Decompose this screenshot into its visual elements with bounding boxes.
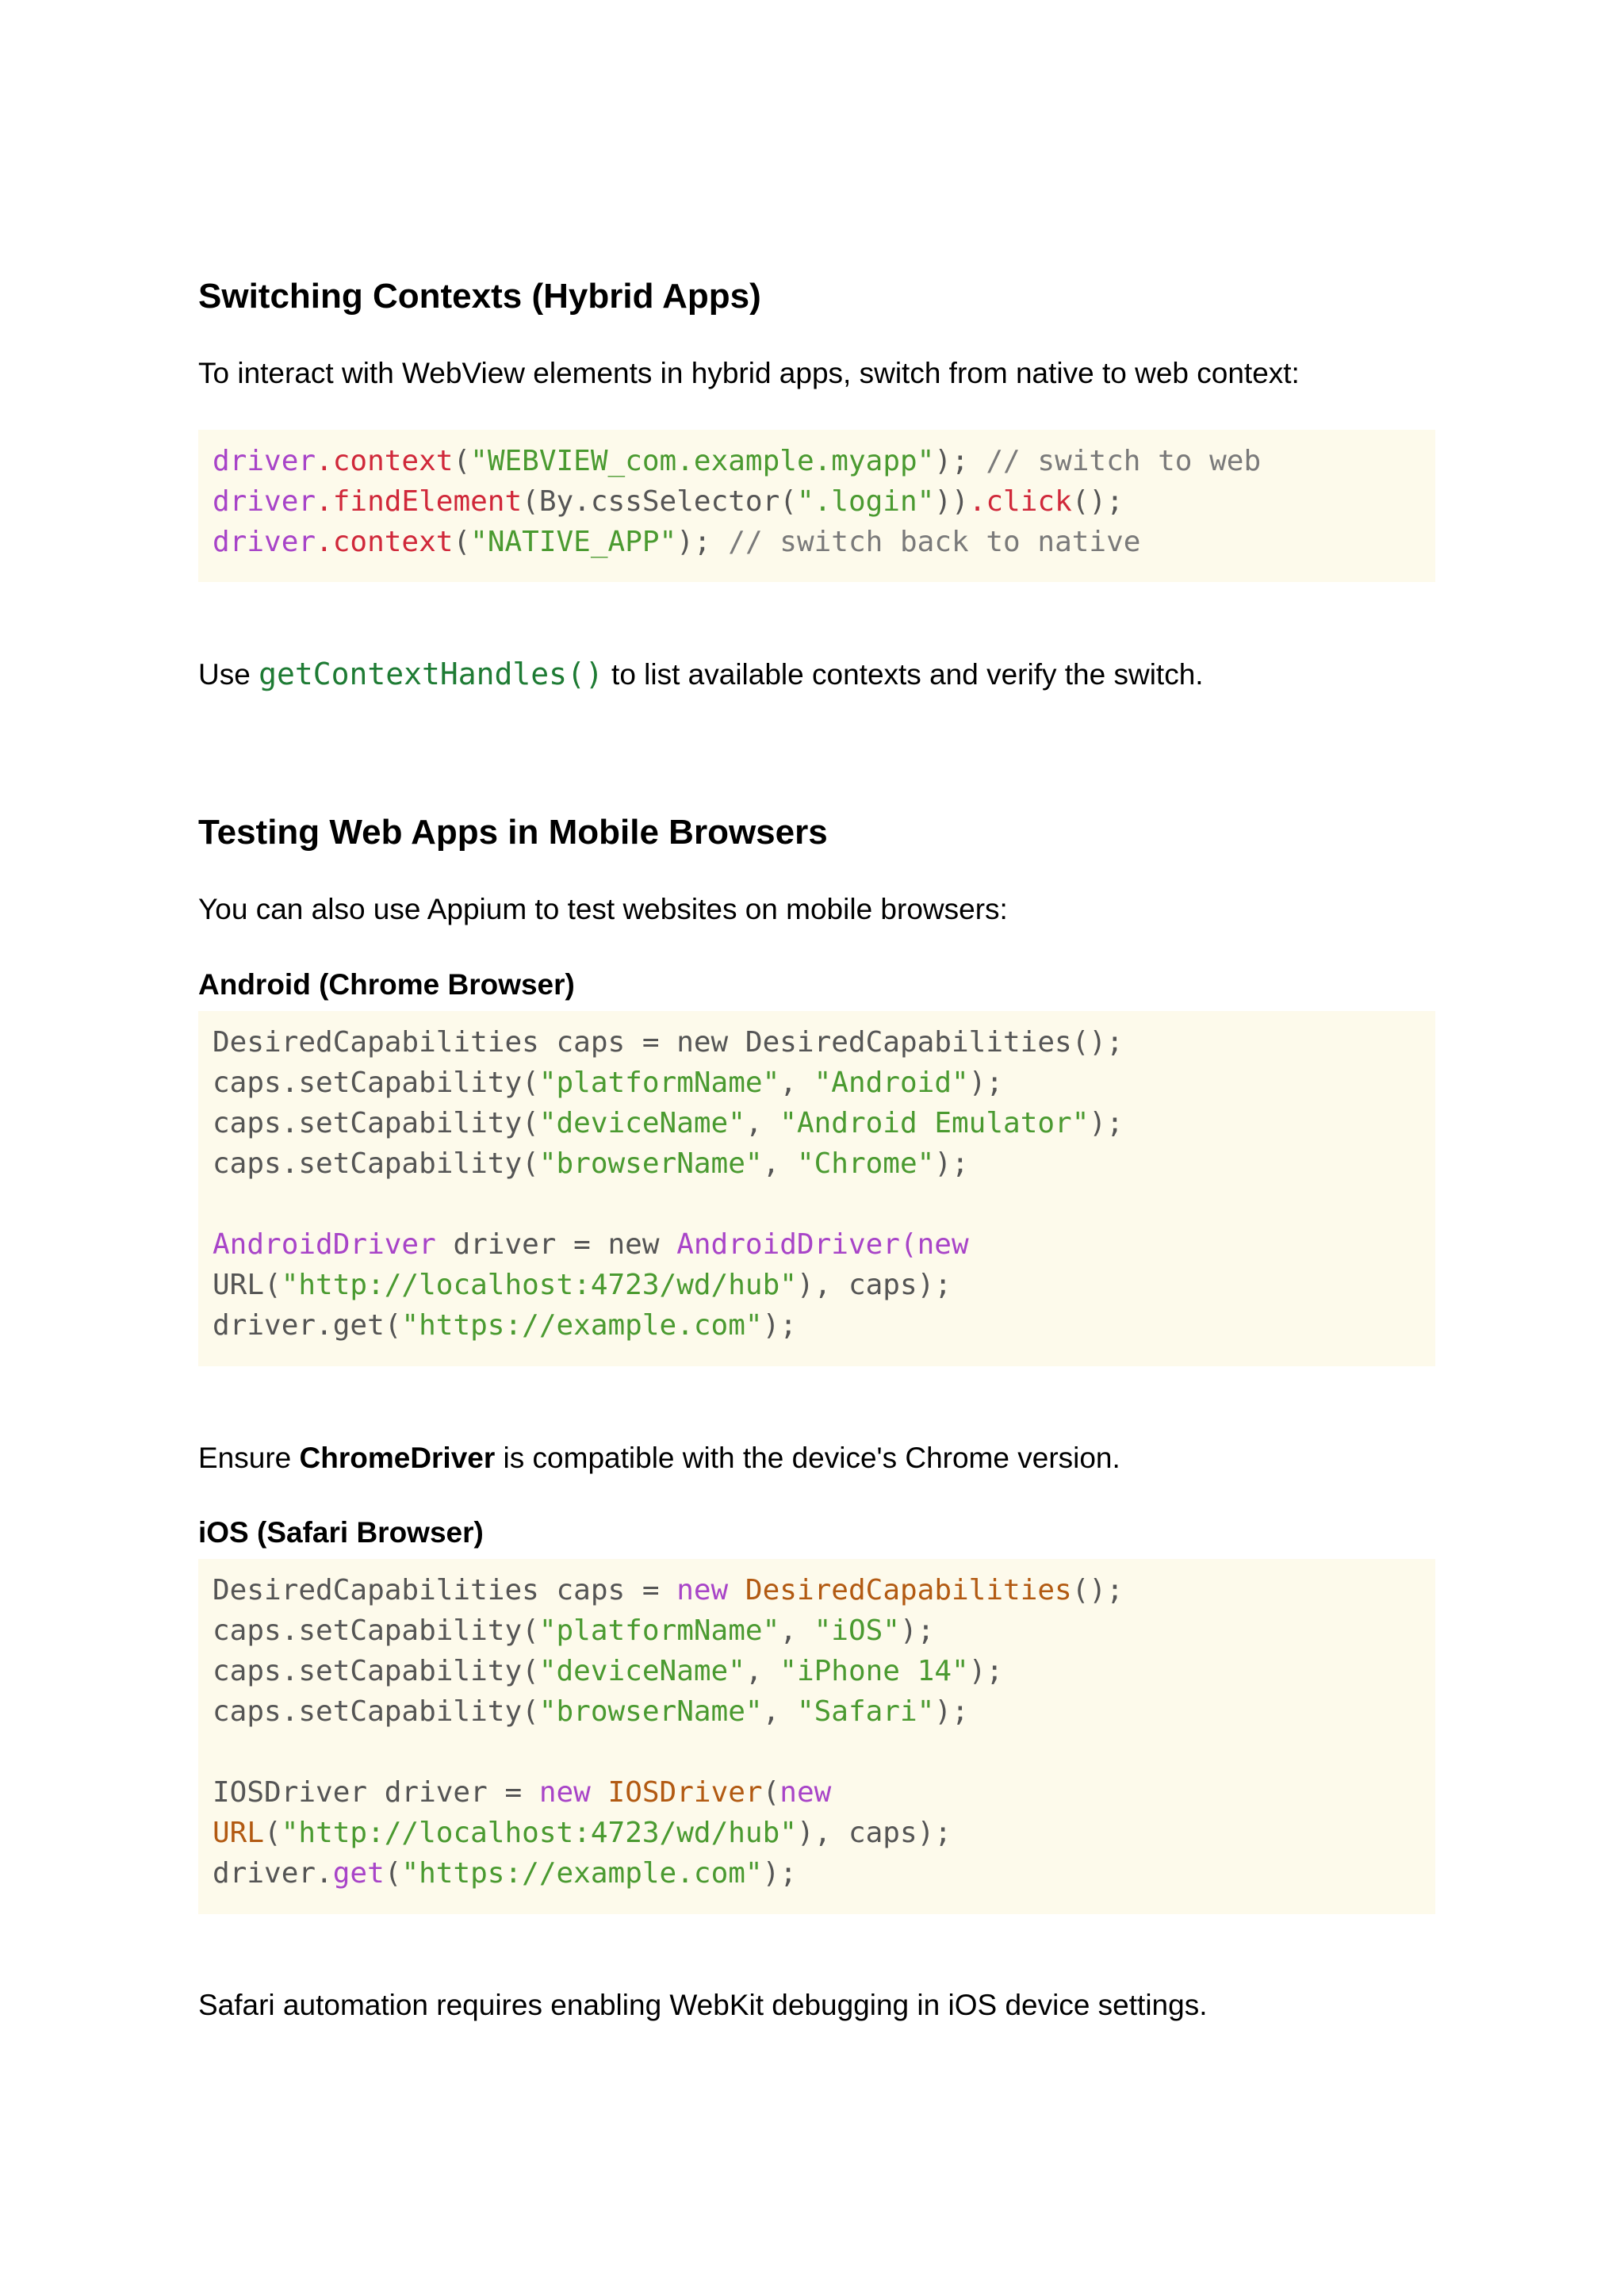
code-token: // switch back to native	[728, 526, 1141, 558]
code-token: (	[453, 526, 471, 558]
code-line	[213, 1026, 1124, 1059]
note-suffix: is compatible with the device's Chrome version.	[495, 1442, 1120, 1474]
paragraph-context-note	[198, 656, 1204, 693]
code-line	[213, 1228, 969, 1261]
paragraph-chromedriver-note	[198, 1440, 1120, 1476]
code-token: "iPhone 14"	[779, 1655, 969, 1687]
code-block-ios-safari	[198, 1559, 1435, 1914]
code-token: (	[453, 445, 471, 477]
code-token: "Safari"	[796, 1695, 935, 1728]
code-token: ,	[779, 1614, 814, 1647]
code-token: "Android"	[814, 1067, 969, 1099]
code-token: ))	[934, 485, 969, 518]
code-token: "https://example.com"	[401, 1857, 763, 1890]
code-token: DesiredCapabilities caps = new DesiredCapabilities();	[213, 1026, 1124, 1059]
code-token: .	[968, 485, 986, 518]
note-prefix: Ensure	[198, 1442, 300, 1474]
code-token: );	[762, 1309, 797, 1342]
code-token: get	[332, 1857, 385, 1890]
code-token: click	[986, 485, 1072, 518]
code-token: );	[1089, 1107, 1124, 1139]
code-token: caps.setCapability(	[213, 1695, 539, 1728]
code-line	[213, 1269, 952, 1301]
code-token: caps.setCapability(	[213, 1107, 539, 1139]
heading-testing-web-apps: Testing Web Apps in Mobile Browsers	[198, 813, 828, 852]
code-token: driver	[213, 485, 316, 518]
code-line	[213, 1614, 934, 1647]
code-token: driver	[213, 526, 316, 558]
code-token: );	[968, 1067, 1004, 1099]
code-token: caps.setCapability(	[213, 1655, 539, 1687]
code-token: "http://localhost:4723/wd/hub"	[281, 1817, 797, 1849]
code-line	[213, 1147, 969, 1180]
code-token: ();	[1071, 1574, 1124, 1607]
code-token: .	[316, 526, 333, 558]
code-token: (By.cssSelector(	[522, 485, 797, 518]
code-token: "browserName"	[538, 1147, 763, 1180]
code-token: caps.setCapability(	[213, 1614, 539, 1647]
code-token: ,	[745, 1107, 780, 1139]
code-token: driver = new	[435, 1228, 677, 1261]
note-prefix: Use	[198, 658, 259, 691]
code-line	[213, 1067, 1003, 1099]
code-token: findElement	[332, 485, 523, 518]
code-token: );	[968, 1655, 1004, 1687]
heading-ios-safari: iOS (Safari Browser)	[198, 1516, 484, 1549]
code-line	[213, 1857, 797, 1890]
paragraph-context-intro: To interact with WebView elements in hybrid apps, switch from native to web context:	[198, 357, 1300, 389]
code-line	[213, 1107, 1124, 1139]
code-token: new	[676, 1574, 729, 1607]
note-suffix: to list available contexts and verify the switch.	[603, 658, 1204, 691]
code-token: );	[934, 1147, 969, 1180]
code-token: "platformName"	[538, 1614, 780, 1647]
code-token: DesiredCapabilities caps =	[213, 1574, 677, 1607]
code-token: IOSDriver	[607, 1776, 763, 1809]
code-token: ,	[745, 1655, 780, 1687]
code-token: );	[934, 445, 986, 477]
code-token: caps.setCapability(	[213, 1067, 539, 1099]
code-token: ".login"	[796, 485, 935, 518]
code-block-context-switch	[198, 430, 1435, 582]
code-token: IOSDriver driver =	[213, 1776, 539, 1809]
paragraph-safari-note: Safari automation requires enabling WebKit debugging in iOS device settings.	[198, 1989, 1208, 2021]
code-token: ();	[1071, 485, 1124, 518]
code-token: driver.get(	[213, 1309, 402, 1342]
code-token: "deviceName"	[538, 1107, 745, 1139]
code-token: AndroidDriver(new	[676, 1228, 969, 1261]
code-token: (	[264, 1817, 282, 1849]
code-line	[213, 1655, 1003, 1687]
inline-code-getcontexthandles: getContextHandles()	[259, 657, 603, 691]
code-token: ,	[762, 1147, 797, 1180]
code-token	[728, 1574, 745, 1607]
code-line	[213, 1776, 831, 1809]
code-token: ), caps);	[796, 1269, 952, 1301]
code-line	[213, 526, 1140, 558]
code-token: URL(	[213, 1269, 282, 1301]
code-token: );	[934, 1695, 969, 1728]
code-token: "http://localhost:4723/wd/hub"	[281, 1269, 797, 1301]
code-block-android-chrome	[198, 1011, 1435, 1366]
code-token: "Android Emulator"	[779, 1107, 1090, 1139]
chromedriver-bold: ChromeDriver	[299, 1442, 496, 1474]
heading-android-chrome: Android (Chrome Browser)	[198, 968, 575, 1001]
code-token: caps.setCapability(	[213, 1147, 539, 1180]
code-token: .	[316, 485, 333, 518]
code-token: );	[762, 1857, 797, 1890]
code-token: driver	[213, 445, 316, 477]
code-token: "browserName"	[538, 1695, 763, 1728]
code-token: );	[899, 1614, 935, 1647]
paragraph-mobile-browsers-intro: You can also use Appium to test websites on mobile browsers:	[198, 893, 1008, 925]
code-token: .	[316, 445, 333, 477]
code-line	[213, 1309, 797, 1342]
code-token: (	[762, 1776, 780, 1809]
code-token: "iOS"	[814, 1614, 900, 1647]
code-token: (	[384, 1857, 402, 1890]
code-line	[213, 1817, 952, 1849]
code-token: "https://example.com"	[401, 1309, 763, 1342]
code-token: AndroidDriver	[213, 1228, 436, 1261]
code-line	[213, 445, 1261, 477]
code-token: new	[779, 1776, 832, 1809]
code-token: "WEBVIEW_com.example.myapp"	[470, 445, 935, 477]
code-token: context	[332, 526, 454, 558]
code-line	[213, 1574, 1124, 1607]
code-token: DesiredCapabilities	[745, 1574, 1072, 1607]
code-line	[213, 485, 1124, 518]
code-token: URL	[213, 1817, 265, 1849]
code-line	[213, 1695, 969, 1728]
code-token: );	[676, 526, 729, 558]
code-token: ), caps);	[796, 1817, 952, 1849]
code-token: "platformName"	[538, 1067, 780, 1099]
code-token: context	[332, 445, 454, 477]
heading-switching-contexts: Switching Contexts (Hybrid Apps)	[198, 277, 761, 316]
code-token: "deviceName"	[538, 1655, 745, 1687]
code-token: driver.	[213, 1857, 333, 1890]
code-token: ,	[762, 1695, 797, 1728]
code-token: new	[538, 1776, 591, 1809]
code-token: // switch to web	[986, 445, 1262, 477]
code-token	[591, 1776, 608, 1809]
code-token: "NATIVE_APP"	[470, 526, 677, 558]
code-token: "Chrome"	[796, 1147, 935, 1180]
code-token: ,	[779, 1067, 814, 1099]
